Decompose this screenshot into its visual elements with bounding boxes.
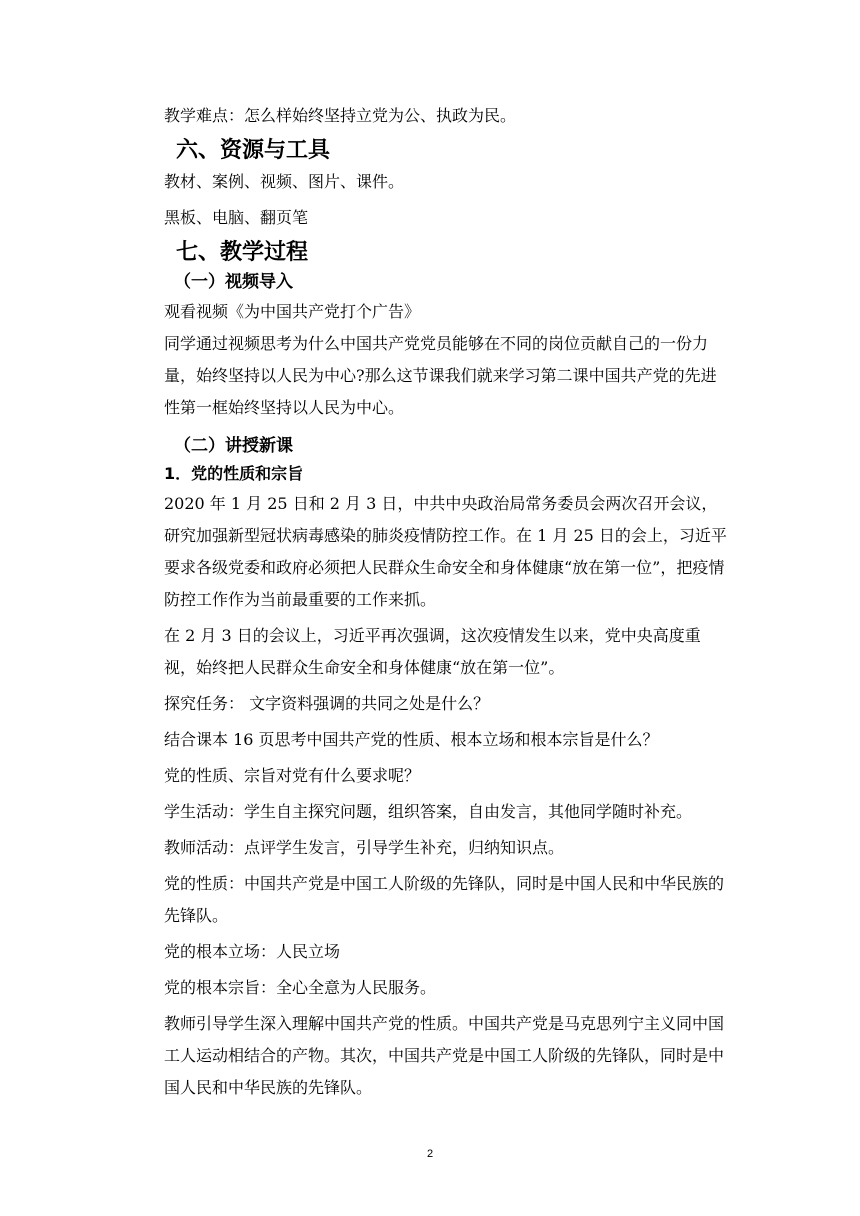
- student-activity-line: 学生活动：学生自主探究问题，组织答案，自由发言，其他同学随时补充。: [164, 802, 693, 821]
- topic-heading-party-nature: 1．党的性质和宗旨: [164, 464, 304, 483]
- video-intro-paragraph: 同学通过视频思考为什么中国共产党党员能够在不同的岗位贡献自己的一份力量，始终坚持以人民为中心?那么这节课我们就来学习第二课中国共产党的先进性第一框始终坚持以人民为中心。: [164, 334, 717, 417]
- document-body: [164, 100, 728, 1104]
- video-intro-line: 观看视频《为中国共产党打个广告》: [164, 302, 421, 321]
- party-purpose-line: 党的根本宗旨：全心全意为人民服务。: [164, 978, 437, 997]
- resources-tools-line: 黑板、电脑、翻页笔: [164, 208, 309, 227]
- subsection-heading-video-intro: （一）视频导入: [174, 272, 293, 292]
- teaching-difficulty-line: 教学难点：怎么样始终坚持立党为公、执政为民。: [164, 106, 517, 125]
- party-nature-paragraph: 党的性质：中国共产党是中国工人阶级的先锋队，同时是中国人民和中华民族的先锋队。: [164, 874, 725, 925]
- section-heading-resources: 六、资源与工具: [176, 138, 331, 163]
- teacher-activity-line: 教师活动：点评学生发言，引导学生补充，归纳知识点。: [164, 838, 565, 857]
- case-paragraph-1: 2020 年 1 月 25 日和 2 月 3 日，中共中央政治局常务委员会两次召开会议，研究加强新型冠状病毒感染的肺炎疫情防控工作。在 1 月 25 日的会上，习近平要求各级党委和政府必须把人民群众生命安全和身体健康“放在第一位”，把疫情防控工作作为当前最重要的工作来抓。: [164, 494, 727, 609]
- teacher-guidance-paragraph: 教师引导学生深入理解中国共产党的性质。中国共产党是马克思列宁主义同中国工人运动相结合的产物。其次，中国共产党是中国工人阶级的先锋队，同时是中国人民和中华民族的先锋队。: [164, 1014, 725, 1097]
- textbook-question-line: 结合课本 16 页思考中国共产党的性质、根本立场和根本宗旨是什么？: [164, 730, 659, 749]
- subsection-heading-new-lesson: （二）讲授新课: [174, 436, 293, 456]
- requirement-question-line: 党的性质、宗旨对党有什么要求呢？: [164, 766, 421, 785]
- section-heading-teaching-process: 七、教学过程: [176, 240, 309, 265]
- case-paragraph-2: 在 2 月 3 日的会议上，习近平再次强调，这次疫情发生以来，党中央高度重视，始终把人民群众生命安全和身体健康“放在第一位”。: [164, 626, 701, 677]
- inquiry-task-line: 探究任务： 文字资料强调的共同之处是什么？: [164, 694, 490, 713]
- party-position-line: 党的根本立场：人民立场: [164, 942, 341, 961]
- page-number: 2: [426, 1148, 434, 1160]
- resources-materials-line: 教材、案例、视频、图片、课件。: [164, 172, 405, 191]
